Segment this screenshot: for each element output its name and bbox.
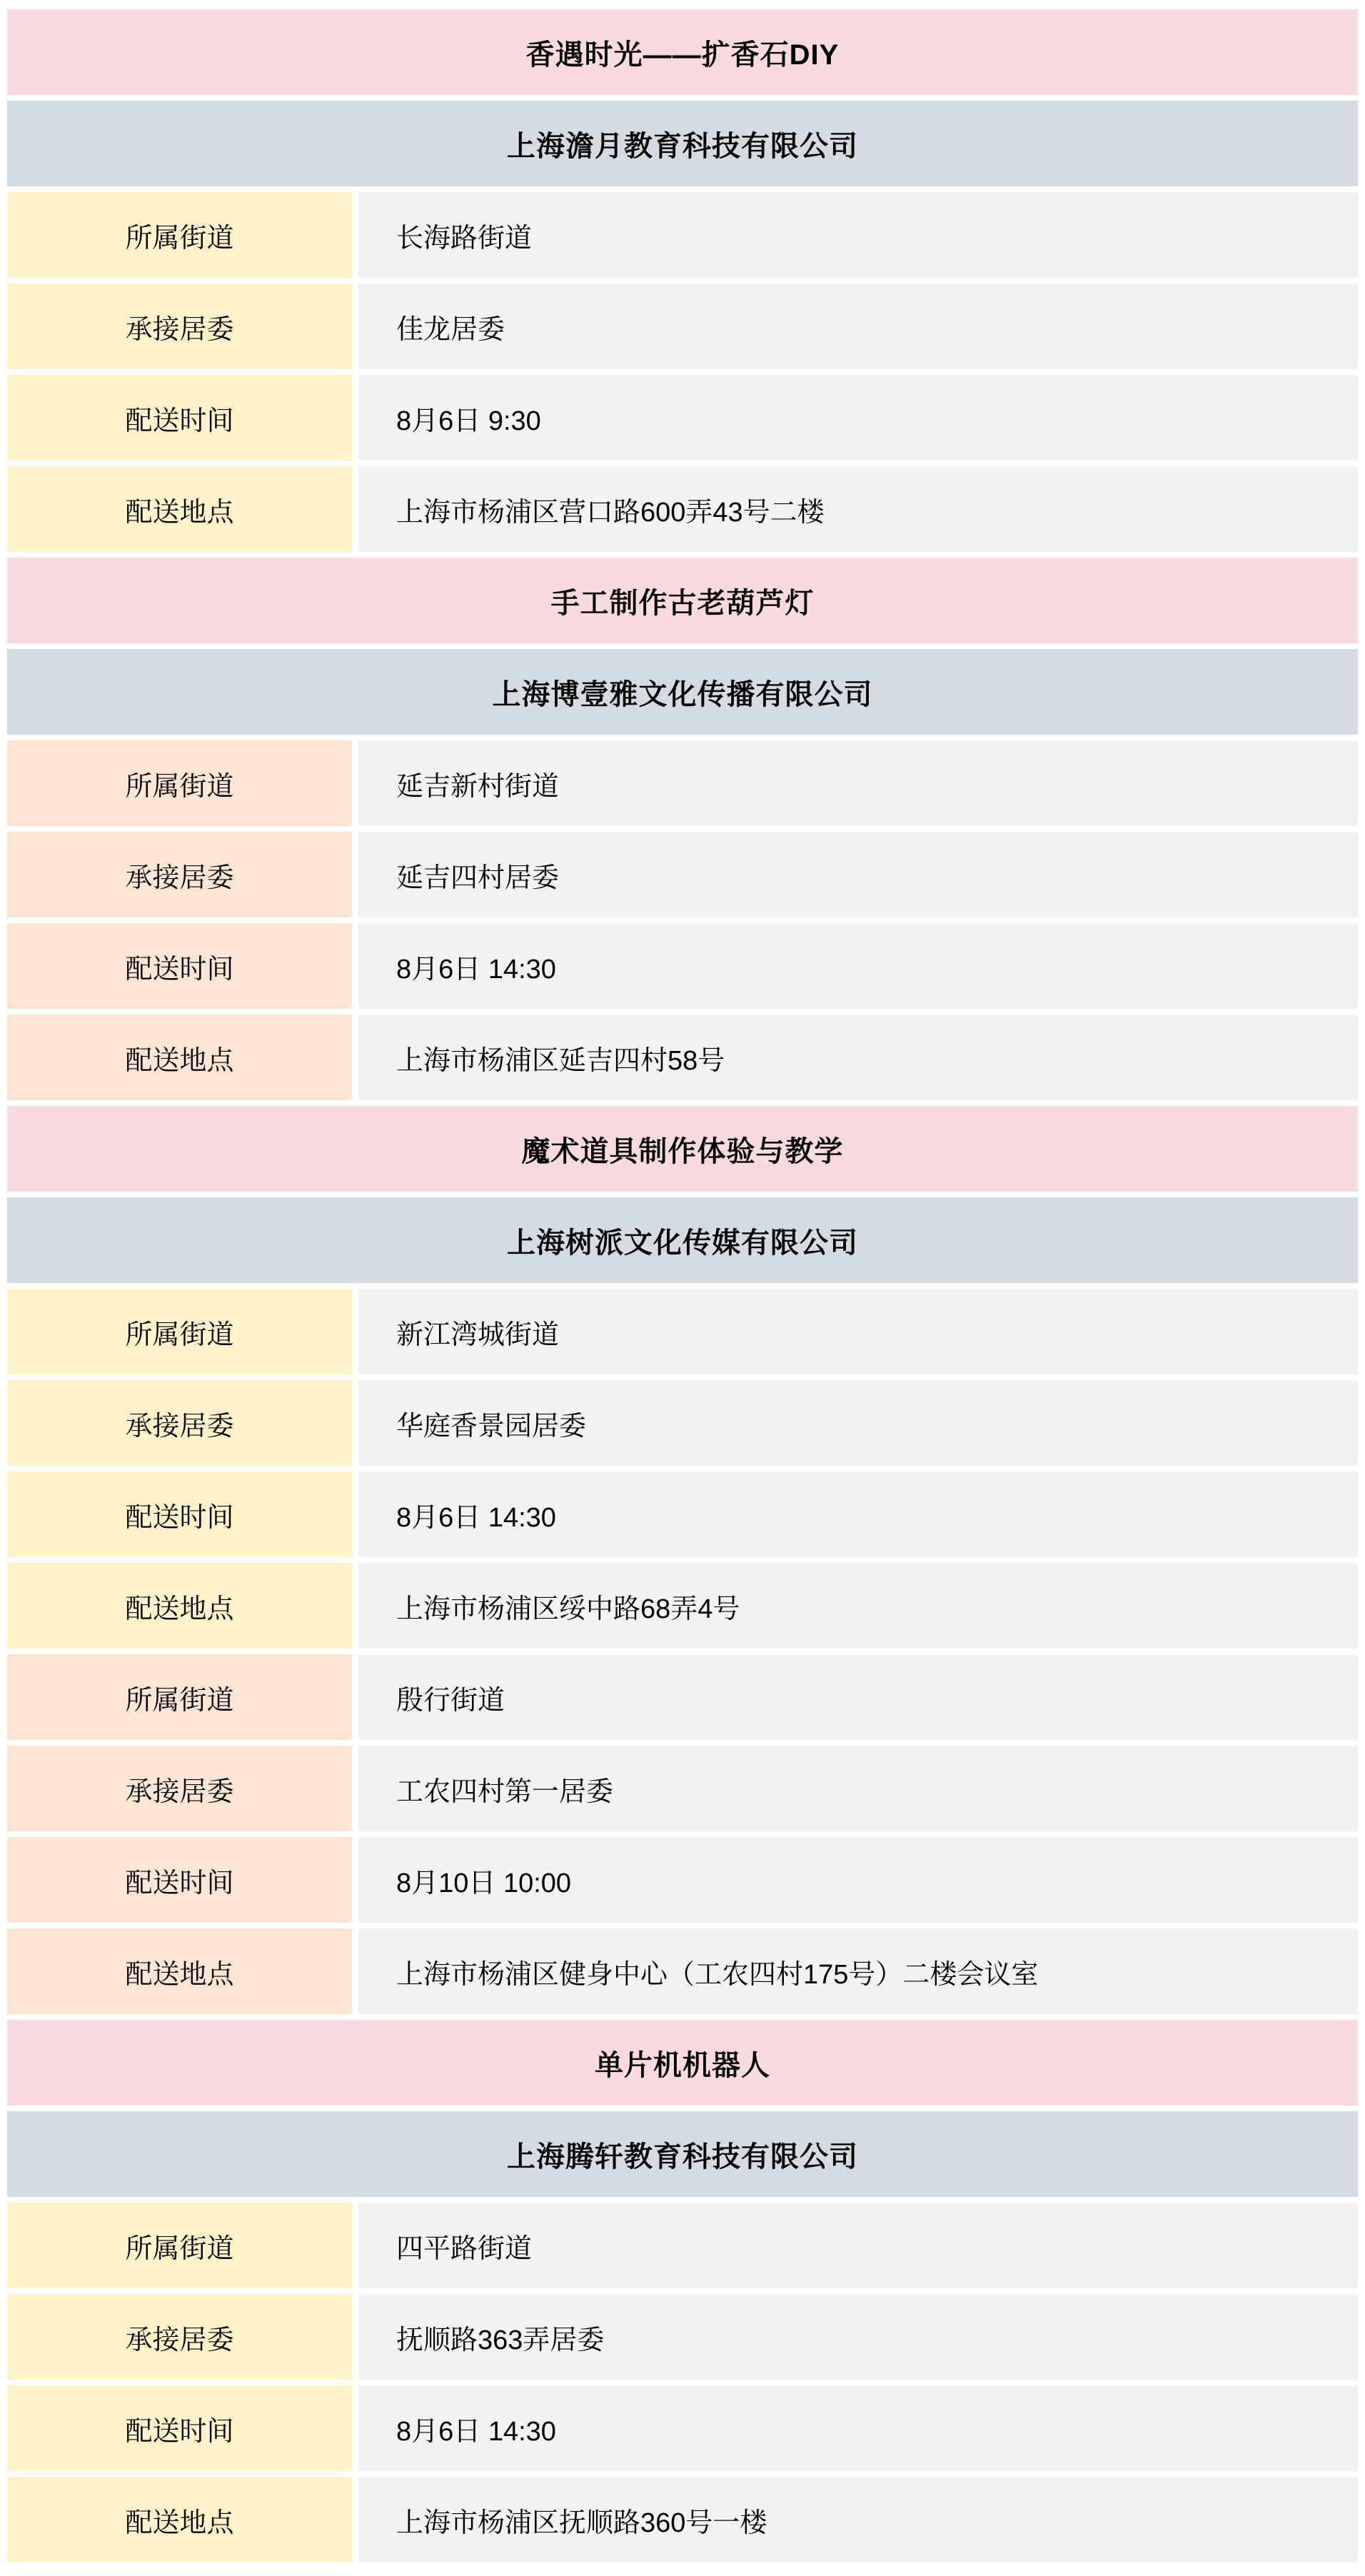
- table-row: [7, 1289, 1358, 1374]
- table-row: [7, 1015, 1358, 1100]
- field-value: 佳龙居委: [358, 283, 1358, 369]
- table-row: [7, 1746, 1358, 1831]
- field-label: 所属街道: [7, 740, 352, 826]
- table-row: [7, 2203, 1358, 2288]
- field-value: 上海市杨浦区营口路600弄43号二楼: [358, 466, 1358, 552]
- field-value: 8月6日 14:30: [358, 923, 1358, 1009]
- field-value: 上海市杨浦区绥中路68弄4号: [358, 1563, 1358, 1649]
- section-title: 手工制作古老葫芦灯: [7, 558, 1358, 643]
- table-row: [7, 2477, 1358, 2562]
- table-row: [7, 1563, 1358, 1649]
- field-label: 配送地点: [7, 2477, 352, 2562]
- table-row: [7, 1471, 1358, 1557]
- table-row: [7, 2294, 1358, 2380]
- table-row: [7, 832, 1358, 917]
- field-label: 承接居委: [7, 832, 352, 917]
- field-label: 承接居委: [7, 2294, 352, 2380]
- field-label: 配送地点: [7, 1928, 352, 2014]
- field-label: 所属街道: [7, 1654, 352, 1740]
- table-row: [7, 283, 1358, 369]
- field-value: 8月6日 14:30: [358, 2385, 1358, 2471]
- company-name: 上海树派文化传媒有限公司: [7, 1197, 1358, 1283]
- field-label: 所属街道: [7, 1289, 352, 1374]
- field-value: 华庭香景园居委: [358, 1380, 1358, 1466]
- section-title: 魔术道具制作体验与教学: [7, 1106, 1358, 1192]
- field-value: 上海市杨浦区抚顺路360号一楼: [358, 2477, 1358, 2562]
- table-row: [7, 1380, 1358, 1466]
- field-value: 8月10日 10:00: [358, 1837, 1358, 1923]
- field-label: 配送时间: [7, 923, 352, 1009]
- field-value: 四平路街道: [358, 2203, 1358, 2288]
- field-value: 延吉新村街道: [358, 740, 1358, 826]
- field-label: 配送地点: [7, 1563, 352, 1649]
- field-value: 8月6日 14:30: [358, 1471, 1358, 1557]
- field-value: 工农四村第一居委: [358, 1746, 1358, 1831]
- company-name: 上海腾轩教育科技有限公司: [7, 2111, 1358, 2197]
- field-value: 8月6日 9:30: [358, 375, 1358, 461]
- table-row: [7, 192, 1358, 278]
- field-value: 延吉四村居委: [358, 832, 1358, 917]
- field-label: 配送地点: [7, 1015, 352, 1100]
- field-label: 所属街道: [7, 2203, 352, 2288]
- field-label: 承接居委: [7, 1746, 352, 1831]
- table-row: [7, 1837, 1358, 1923]
- field-label: 配送时间: [7, 1471, 352, 1557]
- table-row: [7, 375, 1358, 461]
- field-label: 承接居委: [7, 283, 352, 369]
- section-title: 单片机机器人: [7, 2020, 1358, 2105]
- section-title: 香遇时光——扩香石DIY: [7, 9, 1358, 95]
- table-row: [7, 923, 1358, 1009]
- company-name: 上海澹月教育科技有限公司: [7, 101, 1358, 186]
- table-row: [7, 1928, 1358, 2014]
- field-value: 长海路街道: [358, 192, 1358, 278]
- field-value: 新江湾城街道: [358, 1289, 1358, 1374]
- field-value: 上海市杨浦区延吉四村58号: [358, 1015, 1358, 1100]
- table-row: [7, 466, 1358, 552]
- field-label: 承接居委: [7, 1380, 352, 1466]
- field-label: 所属街道: [7, 192, 352, 278]
- field-value: 抚顺路363弄居委: [358, 2294, 1358, 2380]
- company-name: 上海博壹雅文化传播有限公司: [7, 649, 1358, 735]
- field-label: 配送地点: [7, 466, 352, 552]
- table-row: [7, 740, 1358, 826]
- field-value: 殷行街道: [358, 1654, 1358, 1740]
- table-row: [7, 2385, 1358, 2471]
- table-row: [7, 1654, 1358, 1740]
- field-label: 配送时间: [7, 375, 352, 461]
- field-value: 上海市杨浦区健身中心（工农四村175号）二楼会议室: [358, 1928, 1358, 2014]
- field-label: 配送时间: [7, 2385, 352, 2471]
- field-label: 配送时间: [7, 1837, 352, 1923]
